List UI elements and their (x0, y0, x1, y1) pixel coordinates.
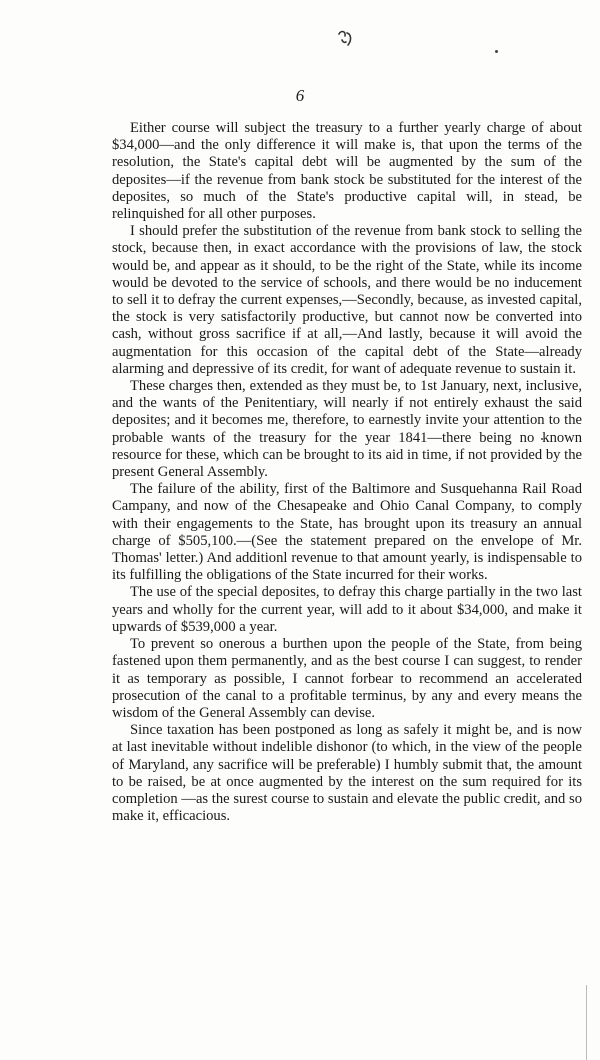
ink-mark-icon (335, 28, 357, 50)
paragraph: These charges then, extended as they must be, to 1st January, next, inclusive, and the wants of the Penitentiary, will nearly if not entirely exhaust the said deposites; and it becomes me, therefore, to earnestly invite your attention to the probable wants of the treasury for the year 1841—there being no known resource for these, which can be brought to its aid in time, if not provided by the present General Assembly. (112, 378, 582, 481)
paragraph: The use of the special deposites, to defray this charge partially in the two last years and wholly for the current year, will add to it about $34,000, and make it upwards of $539,000 a year. (112, 584, 582, 635)
body-text (112, 120, 582, 825)
paragraph: The failure of the ability, first of the Baltimore and Susquehanna Rail Road Campany, and now of the Chesapeake and Ohio Canal Company, to comply with their engagements to the State, has brought upon its treasury an annual charge of $505,100.—(See the statement prepared on the envelope of Mr. Thomas' letter.) And additionl revenue to that amount yearly, is indispensable to its fulfilling the obligations of the State incurred for their works. (112, 481, 582, 584)
paragraph: Since taxation has been postponed as long as safely it might be, and is now at last inevitable without indelible dishonor (to which, in the view of the people of Maryland, any sacrifice will be preferable) I humbly submit that, the amount to be raised, be at once augmented by the interest on the sum required for its completion —as the surest course to sustain and elevate the public credit, and so make it, efficacious. (112, 722, 582, 825)
page-number: 6 (295, 86, 305, 105)
paragraph: Either course will subject the treasury to a further yearly charge of about $34,000—and the only difference it will make is, that upon the terms of the resolution, the State's capital debt will be augmented by the sum of the deposites—if the revenue from bank stock be substituted for the interest of the deposites, so much of the State's productive capital will, in stead, be relinquished for all other purposes. (112, 120, 582, 223)
paragraph: To prevent so onerous a burthen upon the people of the State, from being fastened upon them permanently, and as the best course I can suggest, to render it as temporary as possible, I cannot forbear to recommend an accelerated prosecution of the canal to a profitable terminus, by any and every means the wisdom of the General Assembly can devise. (112, 636, 582, 721)
page-edge-line (586, 985, 587, 1060)
scan-speck (495, 50, 498, 53)
paragraph: I should prefer the substitution of the revenue from bank stock to selling the stock, because then, in exact accordance with the provisions of law, the stock would be, and appear as it should, to be the right of the State, while its income would be devoted to the service of schools, and there would be no inducement to sell it to defray the current expenses,—Secondly, because, as invested capital, the stock is very satisfactorily productive, but cannot now be converted into cash, without gross sacrifice if at all,—And lastly, because it will avoid the augmentation for this occasion of the capital debt of the State—already alarming and depressive of its credit, for want of adequate revenue to sustain it. (112, 223, 582, 377)
